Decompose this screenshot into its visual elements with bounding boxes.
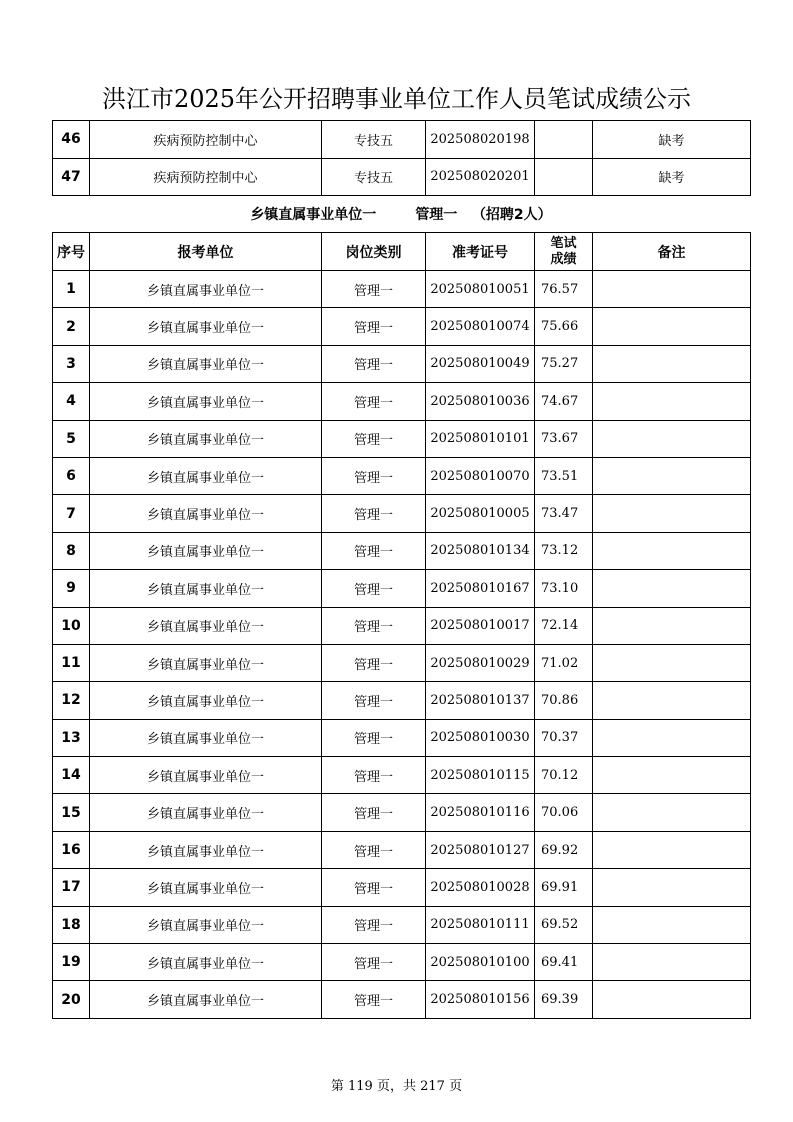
cell-score: 73.67	[535, 420, 593, 457]
header-score-line1: 笔试	[550, 235, 577, 251]
cell-seq: 18	[53, 906, 90, 943]
cell-post: 管理一	[322, 495, 426, 532]
cell-score: 76.57	[535, 271, 593, 308]
cell-unit: 乡镇直属事业单位一	[90, 420, 322, 457]
cell-score: 73.10	[535, 570, 593, 607]
cell-exam-id: 202508010101	[426, 420, 535, 457]
cell-exam-id: 202508010111	[426, 906, 535, 943]
cell-score: 69.91	[535, 869, 593, 906]
table-row	[53, 121, 751, 159]
cell-exam-id: 202508010156	[426, 981, 535, 1018]
table-header-row	[53, 233, 751, 271]
cell-note	[593, 794, 751, 831]
cell-unit: 乡镇直属事业单位一	[90, 271, 322, 308]
table-row	[53, 719, 751, 756]
table-row	[53, 944, 751, 981]
cell-note	[593, 495, 751, 532]
cell-note	[593, 981, 751, 1018]
cell-post: 管理一	[322, 308, 426, 345]
table-row	[53, 757, 751, 794]
cell-post: 管理一	[322, 570, 426, 607]
cell-note: 缺考	[593, 158, 751, 196]
footer-label-page: 第	[330, 1079, 344, 1094]
cell-note	[593, 944, 751, 981]
table-row	[53, 271, 751, 308]
cell-unit: 乡镇直属事业单位一	[90, 457, 322, 494]
cell-unit: 乡镇直属事业单位一	[90, 308, 322, 345]
cell-seq: 15	[53, 794, 90, 831]
section-quota: （招聘2人）	[471, 207, 552, 223]
cell-exam-id: 202508010134	[426, 532, 535, 569]
cell-seq: 4	[53, 383, 90, 420]
cell-post: 管理一	[322, 271, 426, 308]
cell-seq: 47	[53, 158, 90, 196]
cell-seq: 5	[53, 420, 90, 457]
cell-seq: 20	[53, 981, 90, 1018]
header-score	[535, 233, 593, 271]
section-unit: 乡镇直属事业单位一	[250, 207, 377, 223]
cell-post: 管理一	[322, 607, 426, 644]
footer-total-pages: 217	[420, 1079, 445, 1094]
section-heading	[52, 204, 750, 224]
cell-post: 管理一	[322, 345, 426, 382]
cell-note	[593, 383, 751, 420]
cell-unit: 乡镇直属事业单位一	[90, 383, 322, 420]
cell-unit: 乡镇直属事业单位一	[90, 719, 322, 756]
cell-post: 管理一	[322, 869, 426, 906]
cell-exam-id: 202508010100	[426, 944, 535, 981]
cell-post: 管理一	[322, 794, 426, 831]
cell-unit: 乡镇直属事业单位一	[90, 682, 322, 719]
cell-exam-id: 202508010115	[426, 757, 535, 794]
cell-exam-id: 202508010030	[426, 719, 535, 756]
table-row	[53, 831, 751, 868]
cell-exam-id: 202508010049	[426, 345, 535, 382]
cell-score: 70.37	[535, 719, 593, 756]
cell-seq: 17	[53, 869, 90, 906]
footer-label-end: 页	[449, 1079, 463, 1094]
cell-note: 缺考	[593, 121, 751, 159]
cell-post: 管理一	[322, 906, 426, 943]
header-exam-id: 准考证号	[426, 233, 535, 271]
cell-seq: 13	[53, 719, 90, 756]
section-post: 管理一	[415, 207, 458, 223]
cell-exam-id: 202508020198	[426, 121, 535, 159]
cell-post: 管理一	[322, 944, 426, 981]
cell-unit: 乡镇直属事业单位一	[90, 944, 322, 981]
cell-note	[593, 532, 751, 569]
cell-seq: 12	[53, 682, 90, 719]
cell-note	[593, 570, 751, 607]
footer-label-page-unit: 页，共	[376, 1079, 416, 1094]
cell-unit: 乡镇直属事业单位一	[90, 981, 322, 1018]
cell-score	[535, 121, 593, 159]
table-row	[53, 794, 751, 831]
table-row	[53, 420, 751, 457]
cell-seq: 11	[53, 644, 90, 681]
cell-note	[593, 831, 751, 868]
cell-score: 73.47	[535, 495, 593, 532]
cell-unit: 乡镇直属事业单位一	[90, 869, 322, 906]
table-row	[53, 495, 751, 532]
page-title: 洪江市2025年公开招聘事业单位工作人员笔试成绩公示	[101, 85, 692, 113]
table-row	[53, 682, 751, 719]
table-row	[53, 345, 751, 382]
cell-post: 管理一	[322, 644, 426, 681]
cell-seq: 9	[53, 570, 90, 607]
cell-score: 69.92	[535, 831, 593, 868]
cell-exam-id: 202508010036	[426, 383, 535, 420]
cell-note	[593, 420, 751, 457]
cell-note	[593, 869, 751, 906]
table-row	[53, 607, 751, 644]
cell-unit: 乡镇直属事业单位一	[90, 794, 322, 831]
table-row	[53, 308, 751, 345]
cell-seq: 7	[53, 495, 90, 532]
cell-exam-id: 202508010070	[426, 457, 535, 494]
cell-score: 73.51	[535, 457, 593, 494]
cell-unit: 乡镇直属事业单位一	[90, 495, 322, 532]
cell-post: 管理一	[322, 682, 426, 719]
cell-score: 74.67	[535, 383, 593, 420]
cell-note	[593, 271, 751, 308]
cell-score: 70.06	[535, 794, 593, 831]
table-row	[53, 457, 751, 494]
cell-post: 专技五	[322, 121, 426, 159]
page-footer	[0, 1075, 793, 1094]
cell-note	[593, 345, 751, 382]
cell-seq: 2	[53, 308, 90, 345]
cell-note	[593, 457, 751, 494]
cell-note	[593, 308, 751, 345]
cell-exam-id: 202508020201	[426, 158, 535, 196]
cell-unit: 乡镇直属事业单位一	[90, 906, 322, 943]
cell-score: 69.41	[535, 944, 593, 981]
cell-post: 专技五	[322, 158, 426, 196]
header-unit: 报考单位	[90, 233, 322, 271]
cell-exam-id: 202508010028	[426, 869, 535, 906]
cell-seq: 6	[53, 457, 90, 494]
cell-seq: 10	[53, 607, 90, 644]
continued-results-table	[52, 120, 751, 196]
results-table	[52, 232, 751, 1019]
table-row	[53, 383, 751, 420]
header-note: 备注	[593, 233, 751, 271]
table-row	[53, 981, 751, 1018]
table-row	[53, 906, 751, 943]
cell-exam-id: 202508010137	[426, 682, 535, 719]
cell-unit: 乡镇直属事业单位一	[90, 607, 322, 644]
cell-exam-id: 202508010051	[426, 271, 535, 308]
cell-unit: 疾病预防控制中心	[90, 158, 322, 196]
cell-post: 管理一	[322, 383, 426, 420]
cell-post: 管理一	[322, 420, 426, 457]
cell-seq: 1	[53, 271, 90, 308]
cell-score: 73.12	[535, 532, 593, 569]
cell-seq: 3	[53, 345, 90, 382]
cell-post: 管理一	[322, 831, 426, 868]
cell-score	[535, 158, 593, 196]
cell-exam-id: 202508010005	[426, 495, 535, 532]
header-post: 岗位类别	[322, 233, 426, 271]
cell-exam-id: 202508010116	[426, 794, 535, 831]
cell-unit: 疾病预防控制中心	[90, 121, 322, 159]
cell-seq: 8	[53, 532, 90, 569]
cell-seq: 19	[53, 944, 90, 981]
table-row	[53, 570, 751, 607]
cell-post: 管理一	[322, 719, 426, 756]
cell-note	[593, 644, 751, 681]
cell-note	[593, 719, 751, 756]
cell-score: 69.52	[535, 906, 593, 943]
cell-exam-id: 202508010167	[426, 570, 535, 607]
cell-post: 管理一	[322, 457, 426, 494]
cell-post: 管理一	[322, 532, 426, 569]
table-row	[53, 532, 751, 569]
cell-exam-id: 202508010017	[426, 607, 535, 644]
table-row	[53, 158, 751, 196]
cell-unit: 乡镇直属事业单位一	[90, 644, 322, 681]
cell-exam-id: 202508010074	[426, 308, 535, 345]
cell-unit: 乡镇直属事业单位一	[90, 757, 322, 794]
cell-unit: 乡镇直属事业单位一	[90, 532, 322, 569]
cell-post: 管理一	[322, 981, 426, 1018]
table-row	[53, 869, 751, 906]
cell-exam-id: 202508010029	[426, 644, 535, 681]
cell-unit: 乡镇直属事业单位一	[90, 831, 322, 868]
cell-unit: 乡镇直属事业单位一	[90, 570, 322, 607]
header-seq: 序号	[53, 233, 90, 271]
cell-seq: 16	[53, 831, 90, 868]
footer-current-page: 119	[348, 1079, 373, 1094]
cell-seq: 46	[53, 121, 90, 159]
cell-score: 70.12	[535, 757, 593, 794]
cell-score: 71.02	[535, 644, 593, 681]
cell-note	[593, 757, 751, 794]
cell-unit: 乡镇直属事业单位一	[90, 345, 322, 382]
cell-score: 72.14	[535, 607, 593, 644]
cell-score: 69.39	[535, 981, 593, 1018]
cell-seq: 14	[53, 757, 90, 794]
cell-note	[593, 906, 751, 943]
cell-score: 75.66	[535, 308, 593, 345]
header-score-line2: 成绩	[550, 251, 577, 267]
table-row	[53, 644, 751, 681]
cell-post: 管理一	[322, 757, 426, 794]
cell-exam-id: 202508010127	[426, 831, 535, 868]
cell-score: 70.86	[535, 682, 593, 719]
cell-score: 75.27	[535, 345, 593, 382]
cell-note	[593, 682, 751, 719]
cell-note	[593, 607, 751, 644]
